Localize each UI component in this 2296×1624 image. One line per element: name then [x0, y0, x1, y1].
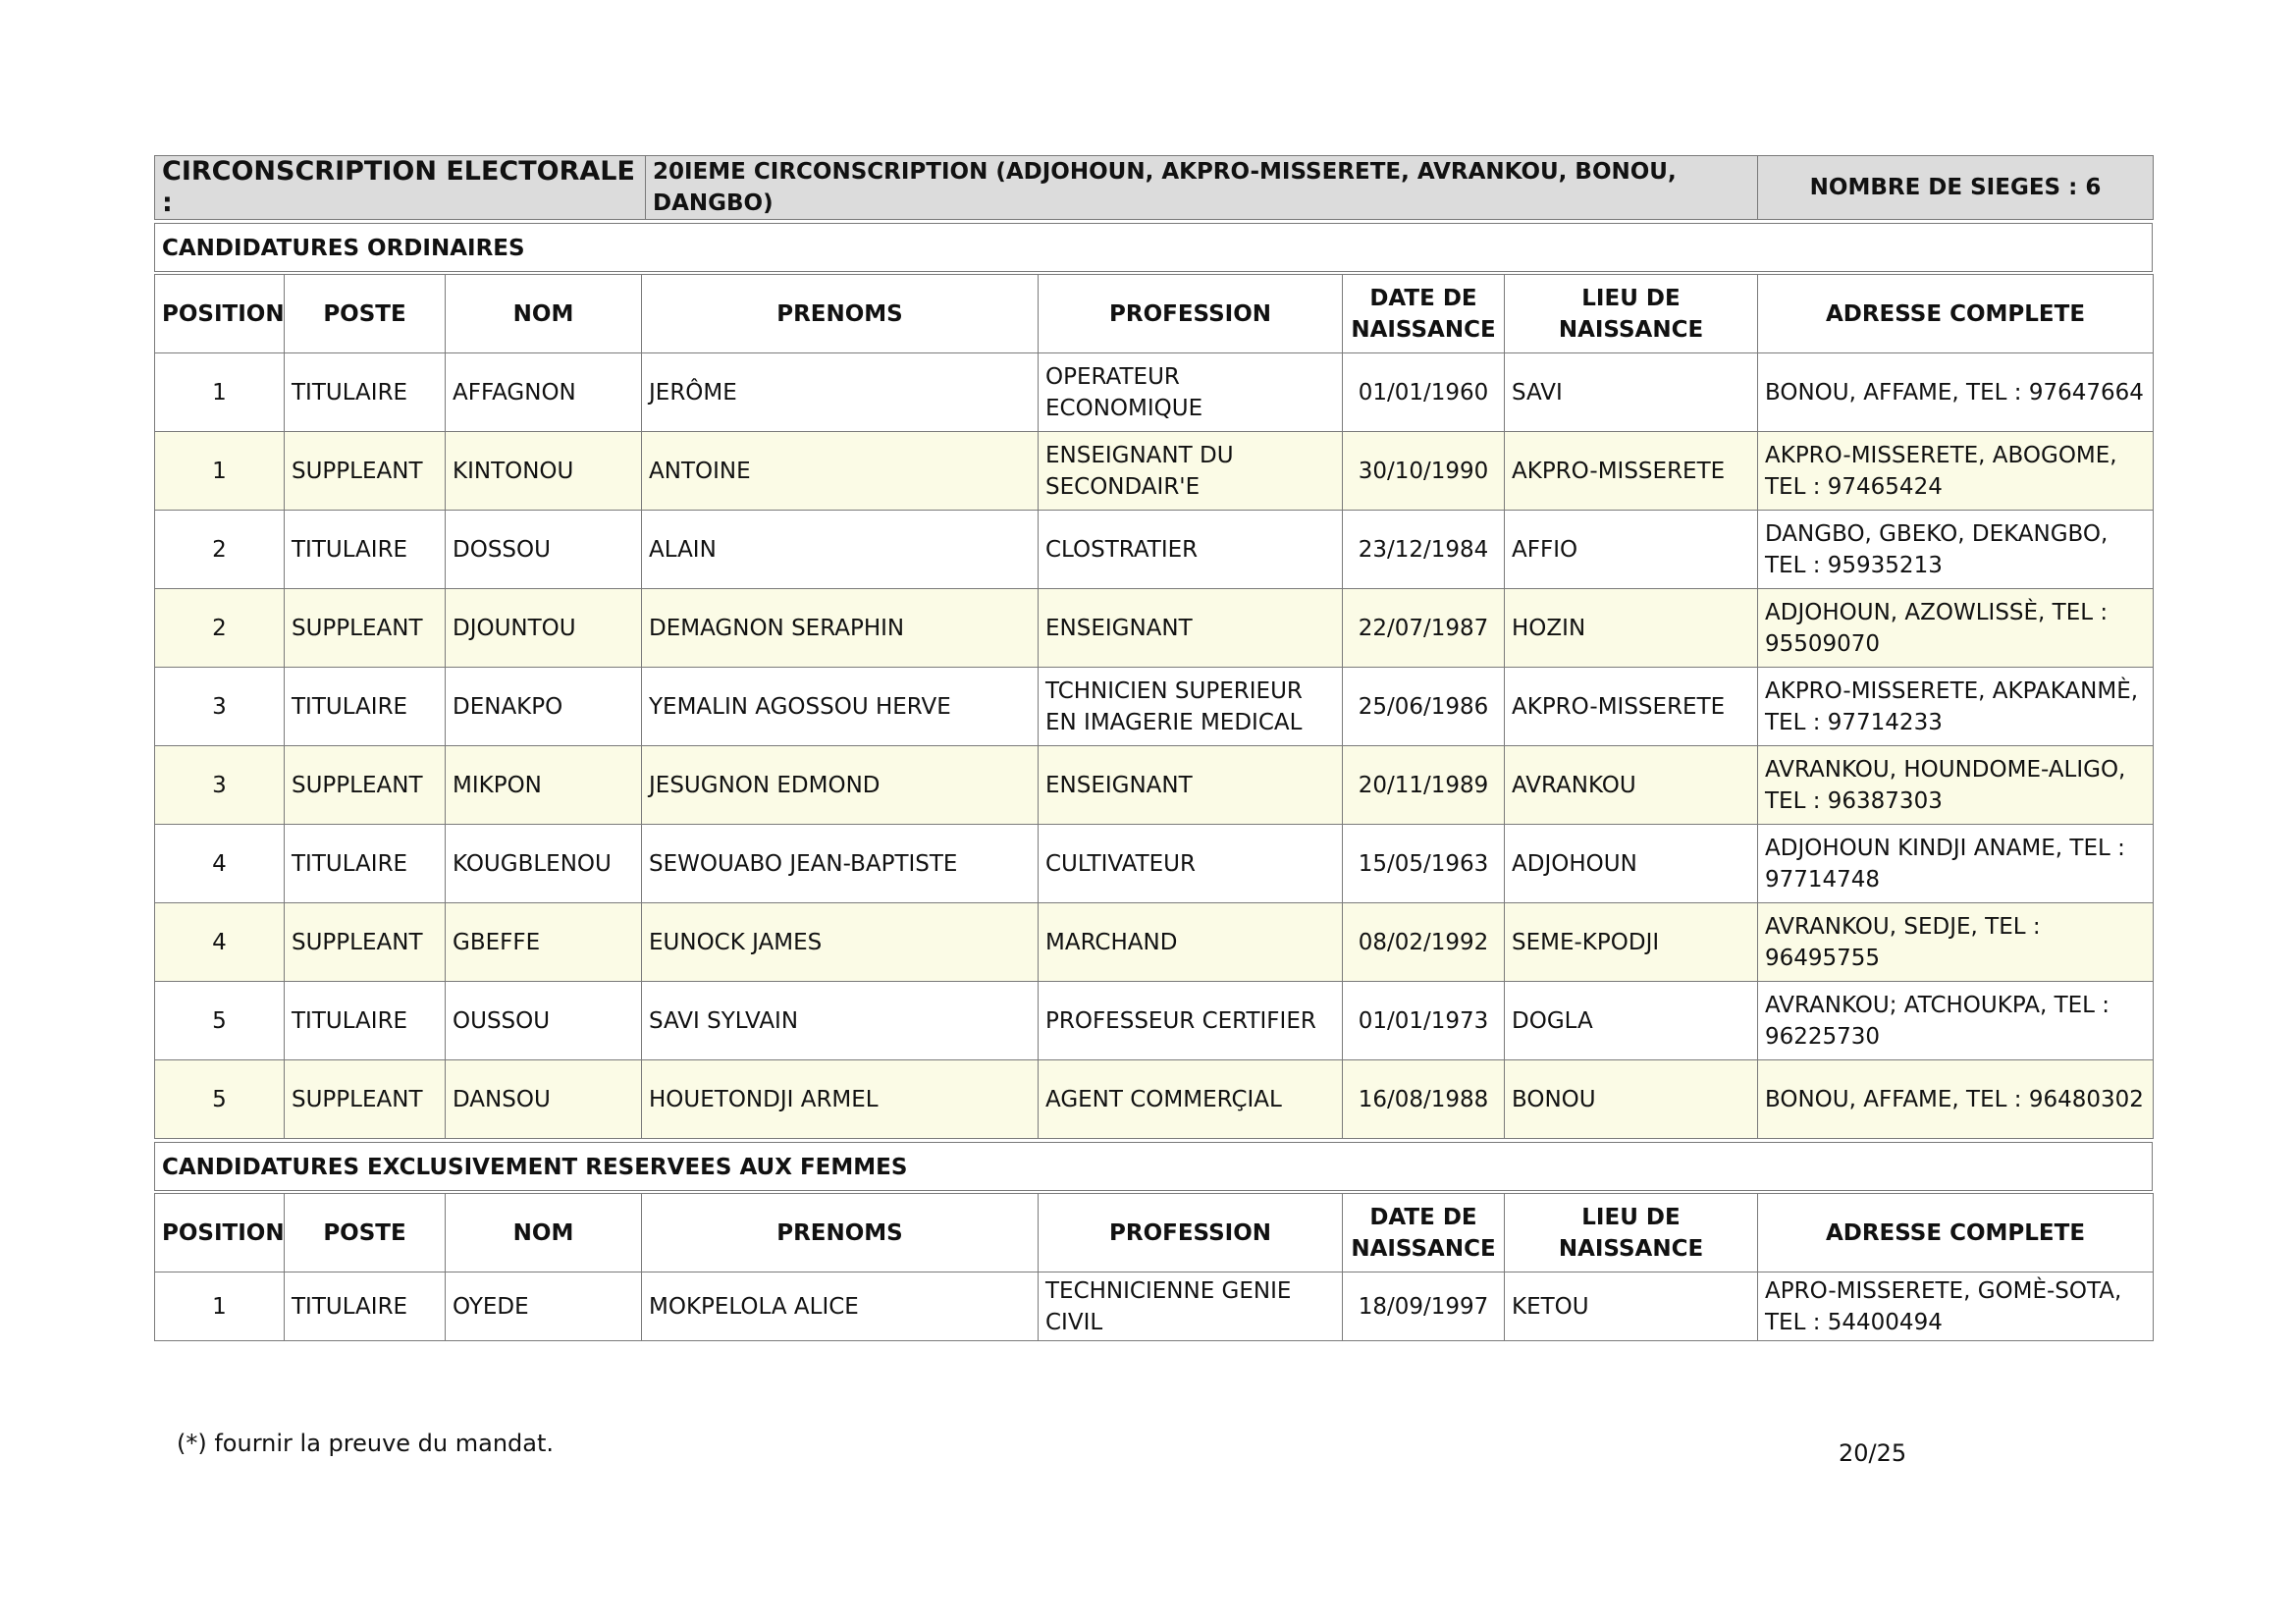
cell-position: 2 — [155, 589, 285, 668]
cell-position: 3 — [155, 668, 285, 746]
section-title-femmes: CANDIDATURES EXCLUSIVEMENT RESERVEES AUX FEMMES — [154, 1142, 2153, 1191]
cell-date: 20/11/1989 — [1343, 746, 1505, 825]
col-adresse: ADRESSE COMPLETE — [1758, 275, 2154, 353]
cell-nom: MIKPON — [446, 746, 642, 825]
cell-prenoms: ALAIN — [642, 511, 1039, 589]
cell-position: 5 — [155, 982, 285, 1060]
cell-nom: DENAKPO — [446, 668, 642, 746]
cell-adresse: AKPRO-MISSERETE, AKPAKANMÈ, TEL : 97714233 — [1758, 668, 2154, 746]
col-date: DATE DE NAISSANCE — [1343, 1194, 1505, 1272]
cell-profession: TECHNICIENNE GENIE CIVIL — [1039, 1272, 1343, 1341]
cell-position: 3 — [155, 746, 285, 825]
cell-lieu: DOGLA — [1505, 982, 1758, 1060]
cell-lieu: AKPRO-MISSERETE — [1505, 668, 1758, 746]
header-table — [154, 155, 2154, 220]
cell-position: 1 — [155, 1272, 285, 1341]
cell-date: 22/07/1987 — [1343, 589, 1505, 668]
cell-lieu: SEME-KPODJI — [1505, 903, 1758, 982]
cell-date: 01/01/1960 — [1343, 353, 1505, 432]
cell-prenoms: EUNOCK JAMES — [642, 903, 1039, 982]
cell-profession: ENSEIGNANT — [1039, 746, 1343, 825]
cell-poste: TITULAIRE — [285, 825, 446, 903]
cell-profession: OPERATEUR ECONOMIQUE — [1039, 353, 1343, 432]
cell-lieu: BONOU — [1505, 1060, 1758, 1139]
cell-prenoms: SEWOUABO JEAN-BAPTISTE — [642, 825, 1039, 903]
cell-position: 4 — [155, 903, 285, 982]
cell-prenoms: YEMALIN AGOSSOU HERVE — [642, 668, 1039, 746]
cell-poste: TITULAIRE — [285, 982, 446, 1060]
table-row — [155, 982, 2154, 1060]
col-date: DATE DE NAISSANCE — [1343, 275, 1505, 353]
cell-adresse: ADJOHOUN, AZOWLISSÈ, TEL : 95509070 — [1758, 589, 2154, 668]
cell-nom: GBEFFE — [446, 903, 642, 982]
table-row — [155, 589, 2154, 668]
col-position: POSITION — [155, 275, 285, 353]
cell-prenoms: ANTOINE — [642, 432, 1039, 511]
cell-prenoms: MOKPELOLA ALICE — [642, 1272, 1039, 1341]
cell-profession: MARCHAND — [1039, 903, 1343, 982]
cell-date: 30/10/1990 — [1343, 432, 1505, 511]
cell-profession: TCHNICIEN SUPERIEUR EN IMAGERIE MEDICAL — [1039, 668, 1343, 746]
cell-poste: SUPPLEANT — [285, 589, 446, 668]
col-position: POSITION — [155, 1194, 285, 1272]
table-row — [155, 746, 2154, 825]
table-row — [155, 432, 2154, 511]
cell-adresse: BONOU, AFFAME, TEL : 97647664 — [1758, 353, 2154, 432]
footnote: (*) fournir la preuve du mandat. — [177, 1430, 555, 1457]
ordinaires-table — [154, 274, 2154, 1139]
cell-nom: DOSSOU — [446, 511, 642, 589]
circonscription-label: CIRCONSCRIPTION ELECTORALE : — [155, 156, 646, 220]
cell-profession: AGENT COMMERÇIAL — [1039, 1060, 1343, 1139]
cell-profession: PROFESSEUR CERTIFIER — [1039, 982, 1343, 1060]
col-poste: POSTE — [285, 275, 446, 353]
cell-nom: OYEDE — [446, 1272, 642, 1341]
cell-profession: CULTIVATEUR — [1039, 825, 1343, 903]
cell-lieu: AKPRO-MISSERETE — [1505, 432, 1758, 511]
cell-date: 15/05/1963 — [1343, 825, 1505, 903]
cell-poste: TITULAIRE — [285, 668, 446, 746]
cell-prenoms: JESUGNON EDMOND — [642, 746, 1039, 825]
cell-adresse: DANGBO, GBEKO, DEKANGBO, TEL : 95935213 — [1758, 511, 2154, 589]
cell-poste: TITULAIRE — [285, 1272, 446, 1341]
cell-lieu: AVRANKOU — [1505, 746, 1758, 825]
cell-prenoms: DEMAGNON SERAPHIN — [642, 589, 1039, 668]
table-header-row — [155, 1194, 2154, 1272]
cell-nom: DANSOU — [446, 1060, 642, 1139]
cell-lieu: ADJOHOUN — [1505, 825, 1758, 903]
cell-nom: KINTONOU — [446, 432, 642, 511]
cell-adresse: BONOU, AFFAME, TEL : 96480302 — [1758, 1060, 2154, 1139]
cell-poste: SUPPLEANT — [285, 1060, 446, 1139]
page-number: 20/25 — [1839, 1439, 1907, 1467]
col-poste: POSTE — [285, 1194, 446, 1272]
cell-adresse: APRO-MISSERETE, GOMÈ-SOTA, TEL : 54400494 — [1758, 1272, 2154, 1341]
col-nom: NOM — [446, 275, 642, 353]
cell-adresse: AKPRO-MISSERETE, ABOGOME, TEL : 97465424 — [1758, 432, 2154, 511]
table-row — [155, 511, 2154, 589]
table-row — [155, 668, 2154, 746]
table-row — [155, 1060, 2154, 1139]
cell-date: 16/08/1988 — [1343, 1060, 1505, 1139]
cell-adresse: AVRANKOU; ATCHOUKPA, TEL : 96225730 — [1758, 982, 2154, 1060]
cell-date: 25/06/1986 — [1343, 668, 1505, 746]
col-lieu: LIEU DE NAISSANCE — [1505, 1194, 1758, 1272]
cell-position: 5 — [155, 1060, 285, 1139]
cell-date: 08/02/1992 — [1343, 903, 1505, 982]
circonscription-name: 20IEME CIRCONSCRIPTION (ADJOHOUN, AKPRO-MISSERETE, AVRANKOU, BONOU, DANGBO) — [646, 156, 1758, 220]
col-nom: NOM — [446, 1194, 642, 1272]
section-title-ordinaires: CANDIDATURES ORDINAIRES — [154, 223, 2153, 272]
cell-prenoms: JERÔME — [642, 353, 1039, 432]
col-profession: PROFESSION — [1039, 1194, 1343, 1272]
col-adresse: ADRESSE COMPLETE — [1758, 1194, 2154, 1272]
femmes-table — [154, 1193, 2154, 1341]
cell-adresse: ADJOHOUN KINDJI ANAME, TEL : 97714748 — [1758, 825, 2154, 903]
col-profession: PROFESSION — [1039, 275, 1343, 353]
col-prenoms: PRENOMS — [642, 275, 1039, 353]
cell-prenoms: HOUETONDJI ARMEL — [642, 1060, 1039, 1139]
cell-date: 23/12/1984 — [1343, 511, 1505, 589]
cell-profession: CLOSTRATIER — [1039, 511, 1343, 589]
cell-poste: TITULAIRE — [285, 511, 446, 589]
cell-date: 18/09/1997 — [1343, 1272, 1505, 1341]
cell-lieu: SAVI — [1505, 353, 1758, 432]
col-lieu: LIEU DE NAISSANCE — [1505, 275, 1758, 353]
cell-adresse: AVRANKOU, HOUNDOME-ALIGO, TEL : 96387303 — [1758, 746, 2154, 825]
cell-date: 01/01/1973 — [1343, 982, 1505, 1060]
table-row — [155, 825, 2154, 903]
table-header-row — [155, 275, 2154, 353]
cell-position: 1 — [155, 353, 285, 432]
cell-lieu: KETOU — [1505, 1272, 1758, 1341]
cell-prenoms: SAVI SYLVAIN — [642, 982, 1039, 1060]
cell-poste: TITULAIRE — [285, 353, 446, 432]
cell-adresse: AVRANKOU, SEDJE, TEL : 96495755 — [1758, 903, 2154, 982]
cell-poste: SUPPLEANT — [285, 432, 446, 511]
cell-nom: DJOUNTOU — [446, 589, 642, 668]
cell-nom: OUSSOU — [446, 982, 642, 1060]
document — [154, 155, 2153, 1341]
table-row — [155, 353, 2154, 432]
cell-profession: ENSEIGNANT DU SECONDAIR'E — [1039, 432, 1343, 511]
cell-lieu: AFFIO — [1505, 511, 1758, 589]
cell-nom: AFFAGNON — [446, 353, 642, 432]
cell-lieu: HOZIN — [1505, 589, 1758, 668]
cell-position: 2 — [155, 511, 285, 589]
table-row — [155, 903, 2154, 982]
col-prenoms: PRENOMS — [642, 1194, 1039, 1272]
cell-poste: SUPPLEANT — [285, 903, 446, 982]
cell-position: 1 — [155, 432, 285, 511]
cell-nom: KOUGBLENOU — [446, 825, 642, 903]
sieges-count: NOMBRE DE SIEGES : 6 — [1758, 156, 2154, 220]
cell-profession: ENSEIGNANT — [1039, 589, 1343, 668]
table-row — [155, 1272, 2154, 1341]
cell-position: 4 — [155, 825, 285, 903]
cell-poste: SUPPLEANT — [285, 746, 446, 825]
